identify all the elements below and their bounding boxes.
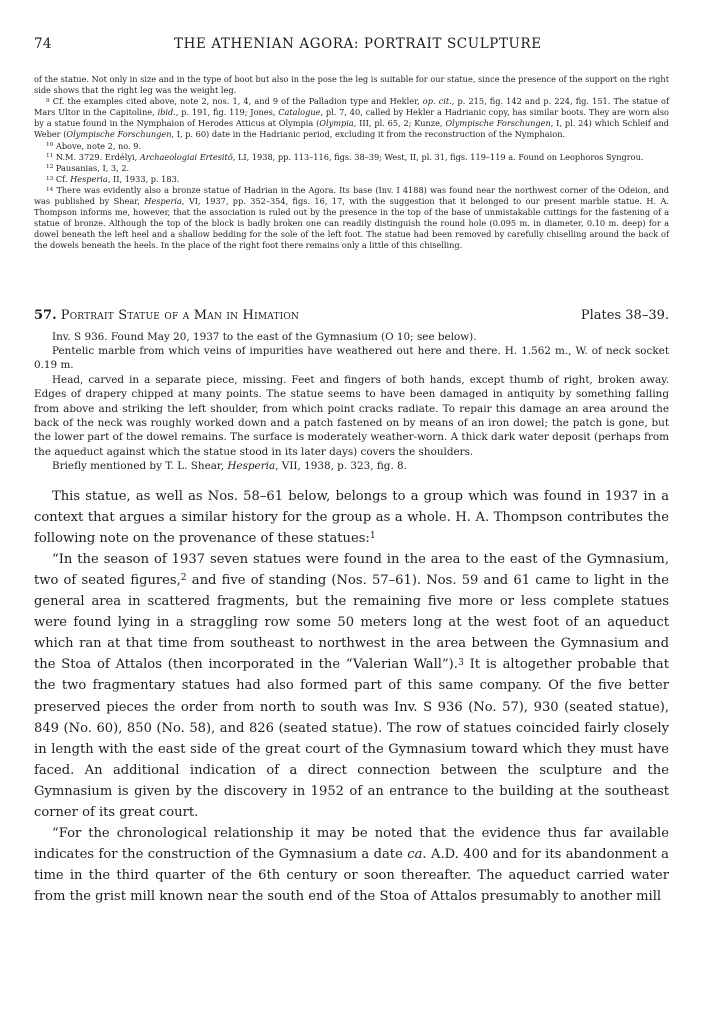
footnote-11: $^{11}$ N.M. 3729. Erdélyi, Archaeologiai Ertesitö, LI, 1938, pp. 113–116, figs. 38–39; West, II, pl. 31, figs. 119–119 a. Found on Leophoros Syngrou.: [46, 151, 644, 162]
page: [34, 36, 669, 907]
bibliography-line: Briefly mentioned by T. L. Shear, Hesperia, VII, 1938, p. 323, fig. 8.: [52, 460, 407, 473]
footnote-continuation: of the statue. Not only in size and in the type of boot but also in the pose the leg is suitable for our statue, since the presence of the support on the right side shows that the right leg was the weight leg.: [34, 74, 669, 96]
footnotes: [34, 74, 669, 252]
footnote-9: $^9$ Cf. the examples cited above, note 2, nos. 1, 4, and 9 of the Palladion type and Hekler, op. cit., p. 215, fig. 142 and p. 224, fig. 151. The statue of Mars Ultor in the Capitoline, ibid., p. 191, fig. 119; Jones, Catalogue, pl. 7, 40, called by Hekler a Hadrianic copy, has similar boots. They are worn also by a statue found in the Nymphaion of Herodes Atticus at Olympia (Olympia, III, pl. 65, 2; Kunze, Olympische Forschungen, I, pl. 24) which Schleif and Weber (Olympische Forschungen, I, p. 60) date in the Hadrianic period, excluding it from the reconstruction of the Nymphaion.: [34, 96, 669, 140]
page-number: 74: [34, 36, 52, 52]
catalogue-number: 57.: [34, 307, 57, 323]
running-title: THE ATHENIAN AGORA: PORTRAIT SCULPTURE: [174, 36, 542, 52]
catalogue-heading: [34, 308, 669, 328]
catalogue-description: [34, 330, 669, 474]
body-text: [34, 486, 669, 908]
footnote-14: $^{14}$ There was evidently also a bronze statue of Hadrian in the Agora. Its base (Inv. I 4188) was found near the northwest corner of the Odeion, and was published by Shear, Hesperia, VI, 1937, pp. 352–354, figs. 16, 17, with the suggestion that it belonged to our present marble statue. H. A. Thompson informs me, however, that the association is ruled out by the presence in the top of the base of unmistakable cuttings for the fastening of a statue of bronze. Although the top of the block is badly broken one can readily distinguish the round hole (0.095 m. in diameter, 0.10 m. deep) for a dowel beneath the left heel and a shallow bedding for the sole of the left foot. The statue had been removed by carefully chiselling around the back of the dowels beneath the heels. In the place of the right foot there remains only a little of this chiselling.: [34, 184, 670, 251]
footnote-10: $^{10}$ Above, note 2, no. 9.: [46, 140, 142, 151]
plates-reference: Plates 38–39.: [580, 307, 669, 323]
inventory-line: Inv. S 936. Found May 20, 1937 to the east of the Gymnasium (O 10; see below).: [52, 330, 477, 343]
body-paragraph: This statue, as well as Nos. 58–61 below, belongs to a group which was found in 1937 in a context that argues a similar history for the group as a whole. H. A. Thompson contributes the following note on the provenance of these statues:$^1$: [34, 488, 669, 546]
footnote-13: $^{13}$ Cf. Hesperia, II, 1933, p. 183.: [46, 173, 180, 184]
body-paragraph: “In the season of 1937 seven statues were found in the area to the east of the Gymnasium, two of seated figures,$^2$ and five of standing (Nos. 57–61). Nos. 59 and 61 came to light in the general area in scattered fragments, but the remaining five more or less complete statues were found lying in a straggling row some 50 meters long at the west foot of an aqueduct which ran at that time from southeast to northwest in the area between the Gymnasium and the Stoa of Attalos (then incorporated in the “Valerian Wall”).$^3$ It is altogether probable that the two fragmentary statues had also formed part of this same company. Of the five better preserved pieces the order from north to south was Inv. S 936 (No. 57), 930 (seated statue), 849 (No. 60), 850 (No. 58), and 826 (seated statue). The row of statues coincided fairly closely in length with the east side of the great court of the Gymnasium toward which they must have faced. An additional indication of a direct connection between the sculpture and the Gymnasium is given by the discovery in 1952 of an entrance to the building at the southeast corner of its great court.: [34, 551, 669, 820]
running-header: [34, 36, 669, 58]
body-paragraph: “For the chronological relationship it may be noted that the evidence thus far available indicates for the construction of the Gymnasium a date ca. A.D. 400 and for its abandonment a time in the third quarter of the 6th century or soon thereafter. The aqueduct carried water from the grist mill known near the south end of the Stoa of Attalos presumably to another mill: [34, 826, 669, 905]
catalogue-title: Portrait Statue of a Man in Himation: [60, 307, 300, 323]
footnote-12: $^{12}$ Pausanias, I, 3, 2.: [46, 162, 130, 173]
condition-paragraph: Head, carved in a separate piece, missing. Feet and fingers of both hands, except thumb of right, broken away. Edges of drapery chipped at many points. The statue seems to have been damaged in antiquity by something falling from above and striking the left shoulder, from which point cracks radiate. To repair this damage an area around the back of the neck was roughly worked down and a patch fastened on by means of an iron dowel; the patch is gone, but the lower part of the dowel remains. The surface is moderately weather-worn. A thick dark water deposit (perhaps from the aqueduct against which the statue stood in its later days) covers the shoulders.: [34, 373, 669, 458]
material-line: Pentelic marble from which veins of impurities have weathered out here and there. H. 1.562 m., W. of neck socket 0.19 m.: [34, 344, 669, 372]
